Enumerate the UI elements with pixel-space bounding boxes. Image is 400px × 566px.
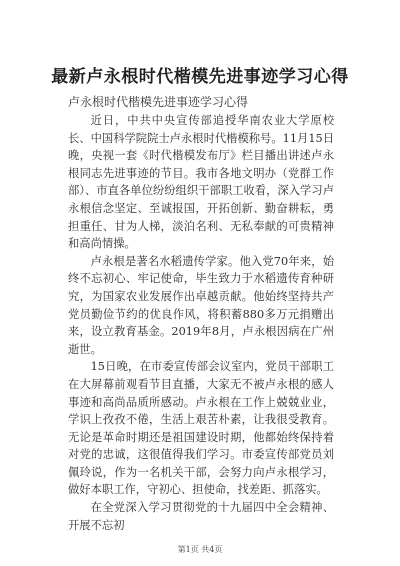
body-paragraph: 在全党深入学习贯彻党的十九届四中全会精神、开展不忘初 (68, 501, 334, 532)
document-subtitle: 卢永根时代楷模先进事迹学习心得 (68, 95, 249, 109)
body-paragraph: 15日晚，在市委宣传部会议室内，党员干部职工在大屏幕前观看节目直播，大家无不被卢永根的感人事迹和高尚品质所感动。卢永根在工作上兢兢业业，学识上孜孜不倦，生活上艰苦朴素，让我很受教育。无论是革命时期还是祖国建设时期，他都始终保持着对党的忠诚，这很值得我们学习。市委宣传部党员刘佩玲说，作为一名机关干部，会努力向卢永根学习，做好本职工作，守初心、担使命，找差距、抓落实。 (68, 360, 334, 497)
page-number-footer: 第1页 共4页 (177, 545, 223, 554)
body-paragraph: 近日，中共中央宣传部追授华南农业大学原校长、中国科学院院士卢永根时代楷模称号。11月15日晚，央视一套《时代楷模发布厅》栏目播出讲述卢永根同志先进事迹的节目。我市各地文明办（党群工作部）、市直各单位纷纷组织干部职工收看，深入学习卢永根信念坚定、至诚报国，开拓创新、勤奋耕耘，勇担重任、甘为人梯，淡泊名利、无私奉献的可贵精神和高尚情操。 (68, 114, 334, 251)
body-paragraph: 卢永根是著名水稻遗传学家。他入党70年来，始终不忘初心、牢记使命，毕生致力于水稻遗传育种研究，为国家农业发展作出卓越贡献。他始终坚持共产党员勤俭节约的优良作风，将积蓄880多万元捐赠出来，设立教育基金。2019年8月，卢永根因病在广州逝世。 (68, 254, 334, 356)
document-body (68, 112, 334, 534)
document-title: 最新卢永根时代楷模先进事迹学习心得 (51, 67, 349, 87)
